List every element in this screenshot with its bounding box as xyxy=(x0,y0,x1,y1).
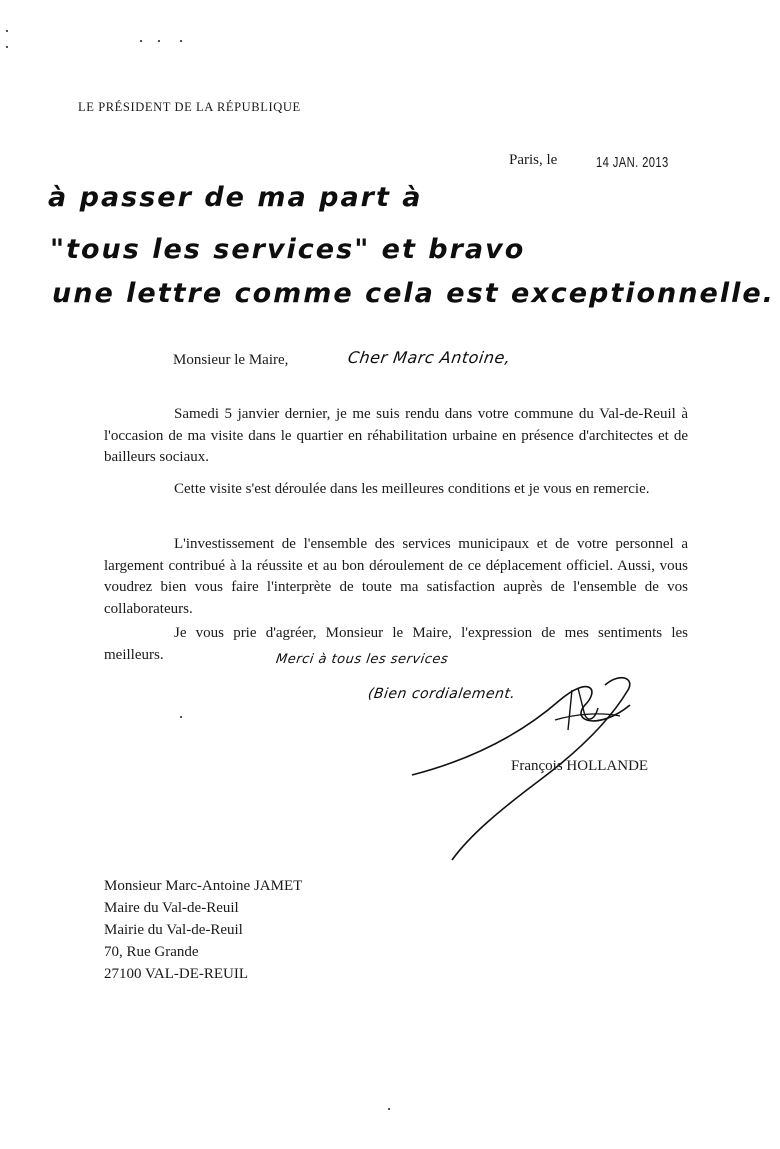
letterhead-title: LE PRÉSIDENT DE LA RÉPUBLIQUE xyxy=(78,100,301,114)
recipient-line-4: 70, Rue Grande xyxy=(104,944,199,960)
handwritten-closing-merci: Merci à tous les services xyxy=(274,652,450,667)
body-paragraph-4: Je vous prie d'agréer, Monsieur le Maire, l'expression de mes sentiments les meilleurs. xyxy=(104,625,688,663)
handwritten-note-line-3: une lettre comme cela est exceptionnelle. xyxy=(52,278,775,309)
handwritten-salutation: Cher Marc Antoine, xyxy=(346,348,512,367)
body-paragraph-2: Cette visite s'est déroulée dans les meilleures conditions et je vous en remercie. xyxy=(174,481,650,497)
handwritten-note-line-2: "tous les services" et bravo xyxy=(50,234,526,265)
handwritten-note-line-1: à passer de ma part à xyxy=(48,182,423,213)
recipient-line-1: Monsieur Marc-Antoine JAMET xyxy=(104,878,303,894)
recipient-line-3: Mairie du Val-de-Reuil xyxy=(104,922,243,938)
recipient-line-5: 27100 VAL-DE-REUIL xyxy=(104,966,249,982)
salutation: Monsieur le Maire, xyxy=(173,352,289,368)
signatory-name: François HOLLANDE xyxy=(511,758,649,774)
recipient-line-2: Maire du Val-de-Reuil xyxy=(104,900,239,916)
body-paragraph-1: Samedi 5 janvier dernier, je me suis rendu dans votre commune du Val-de-Reuil à l'occasion de ma visite dans le quartier en réhabilitation urbaine en présence d'architectes et de bailleurs sociaux. xyxy=(104,406,688,465)
date-stamp: 14 JAN. 2013 xyxy=(596,154,669,171)
handwritten-closing-bien: (Bien cordialement. xyxy=(366,686,517,702)
recipient-address xyxy=(104,875,302,985)
date-place: Paris, le xyxy=(509,152,558,168)
body-paragraph-3: L'investissement de l'ensemble des services municipaux et de votre personnel a largement contribué à la réussite et au bon déroulement de ce déplacement officiel. Aussi, vous voudrez bien vous faire l'interprète de toute ma satisfaction auprès de l'ensemble de vos collaborateurs. xyxy=(104,536,688,617)
